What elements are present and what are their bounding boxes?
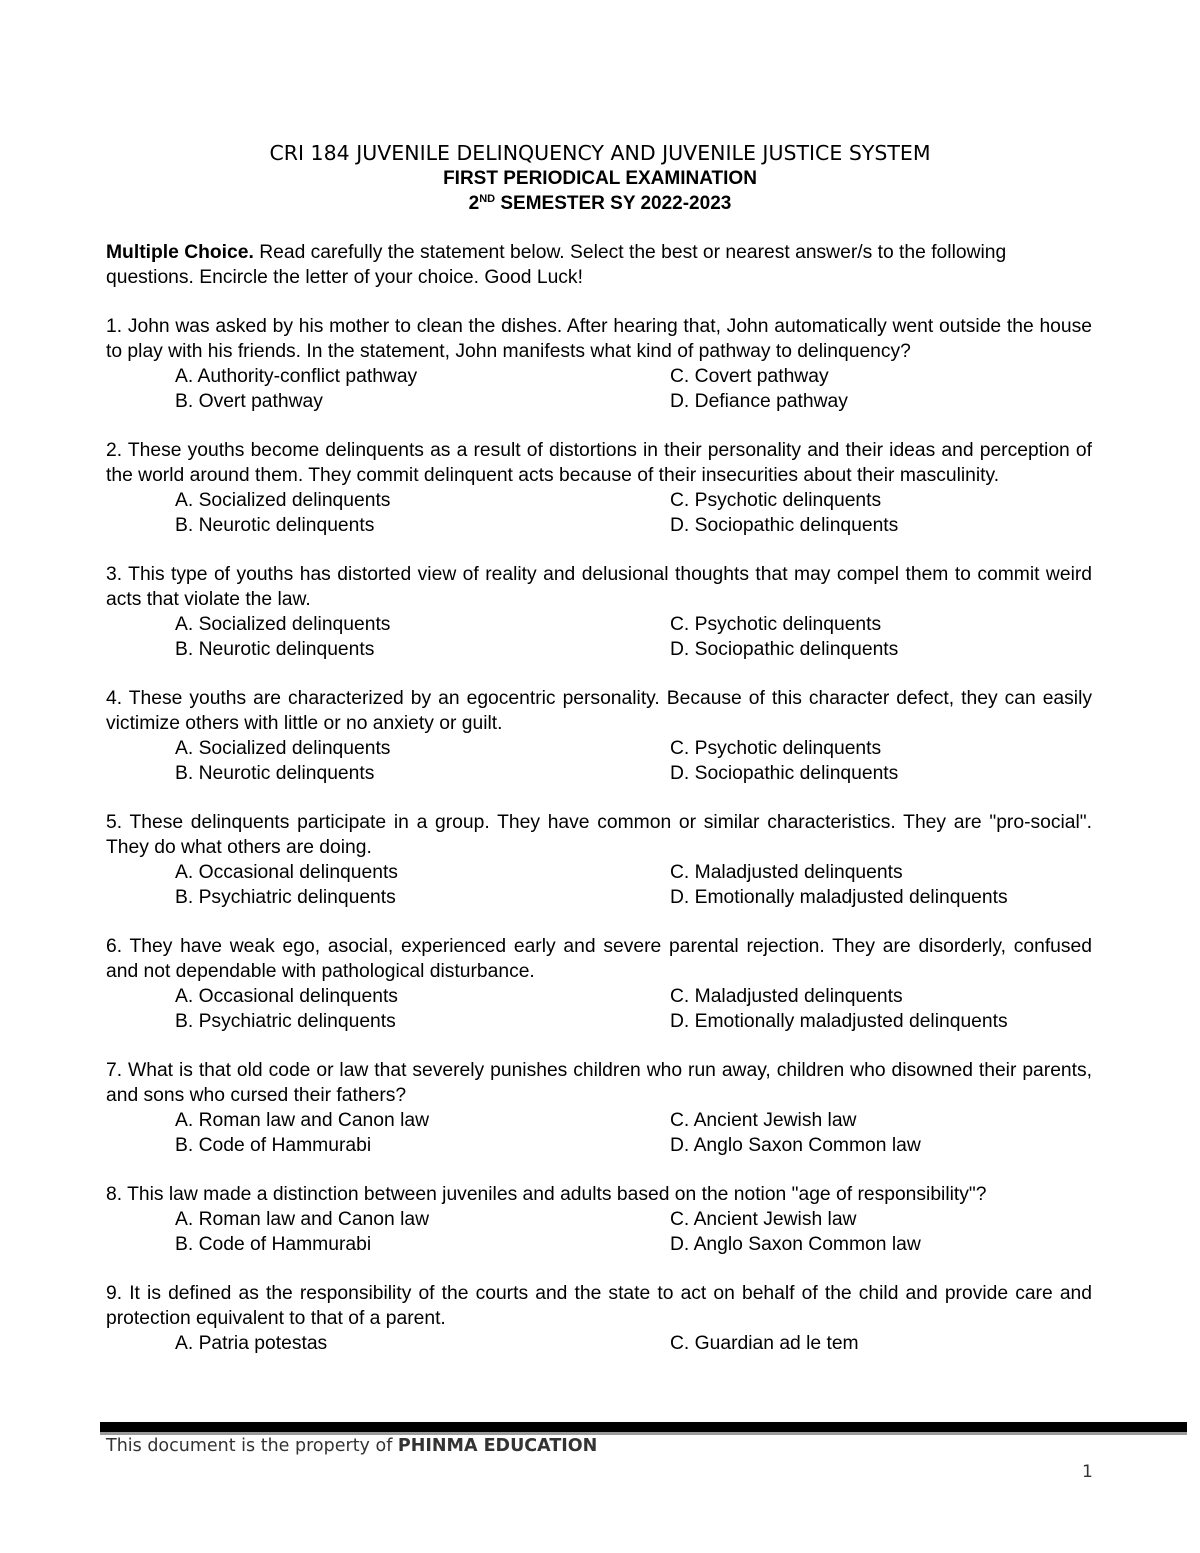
- instructions-label: Multiple Choice.: [106, 242, 254, 263]
- footer-owner: PHINMA EDUCATION: [397, 1436, 598, 1456]
- footer-prefix: This document is the property of: [106, 1436, 398, 1456]
- option: D. Anglo Saxon Common law: [670, 1233, 921, 1255]
- option: A. Authority-conflict pathway: [175, 365, 418, 387]
- question-stem: 2. These youths become delinquents as a result of distortions in their personality and their ideas and perception of the world around them. They commit delinquent acts because of their insecurities about their masculinity.: [106, 440, 1092, 487]
- option: B. Code of Hammurabi: [175, 1233, 372, 1255]
- question-stem: 9. It is defined as the responsibility of the courts and the state to act on behalf of the child and provide care and protection equivalent to that of a parent.: [106, 1283, 1092, 1330]
- exam-title: FIRST PERIODICAL EXAMINATION: [443, 168, 757, 189]
- option: B. Neurotic delinquents: [175, 514, 375, 536]
- question-6: [106, 935, 1092, 1034]
- question-options: [106, 861, 1092, 911]
- option: C. Maladjusted delinquents: [670, 861, 903, 883]
- question-options: [106, 613, 1092, 663]
- option: D. Sociopathic delinquents: [670, 638, 899, 660]
- question-stem: 7. What is that old code or law that severely punishes children who run away, children who disowned their parents, and sons who cursed their fathers?: [106, 1060, 1092, 1107]
- question-options: [106, 365, 1092, 415]
- option: A. Socialized delinquents: [175, 489, 391, 511]
- option: B. Psychiatric delinquents: [175, 1010, 396, 1032]
- option: D. Sociopathic delinquents: [670, 762, 899, 784]
- question-options: [106, 985, 1092, 1035]
- question-2: [106, 439, 1092, 538]
- option: C. Covert pathway: [670, 365, 829, 387]
- question-options: [106, 1208, 1092, 1258]
- question-stem: 8. This law made a distinction between juveniles and adults based on the notion "age of responsibility"?: [106, 1184, 987, 1206]
- semester-rest: SEMESTER SY 2022-2023: [495, 193, 732, 214]
- option: B. Psychiatric delinquents: [175, 886, 396, 908]
- question-stem: 1. John was asked by his mother to clean the dishes. After hearing that, John automatically went outside the house to play with his friends. In the statement, John manifests what kind of pathway to delinquency?: [106, 316, 1092, 363]
- question-stem: 6. They have weak ego, asocial, experienced early and severe parental rejection. They are disorderly, confused and not dependable with pathological disturbance.: [106, 936, 1092, 983]
- option: C. Ancient Jewish law: [670, 1109, 857, 1131]
- option: D. Sociopathic delinquents: [670, 514, 899, 536]
- semester-line: [0, 193, 1200, 215]
- option: A. Occasional delinquents: [175, 861, 398, 883]
- option: A. Occasional delinquents: [175, 985, 398, 1007]
- option: C. Psychotic delinquents: [670, 613, 882, 635]
- question-3: [106, 563, 1092, 662]
- question-options: [106, 737, 1092, 787]
- course-title: CRI 184 JUVENILE DELINQUENCY AND JUVENILE JUSTICE SYSTEM: [269, 141, 931, 165]
- option: A. Socialized delinquents: [175, 737, 391, 759]
- semester-superscript: ND: [479, 193, 496, 205]
- instructions-text: Read carefully the statement below. Select the best or nearest answer/s to the following questions. Encircle the letter of your choice. Good Luck!: [106, 242, 1007, 288]
- footer-notice: [106, 1436, 597, 1456]
- option: D. Emotionally maladjusted delinquents: [670, 886, 1008, 908]
- question-9: [106, 1282, 1092, 1356]
- option: B. Neurotic delinquents: [175, 762, 375, 784]
- page-number: 1: [1082, 1462, 1093, 1482]
- question-stem: 4. These youths are characterized by an egocentric personality. Because of this character defect, they can easily victimize others with little or no anxiety or guilt.: [106, 688, 1092, 735]
- option: A. Patria potestas: [175, 1333, 328, 1355]
- question-1: [106, 315, 1092, 414]
- option: D. Anglo Saxon Common law: [670, 1134, 921, 1156]
- question-8: [106, 1183, 1092, 1257]
- option: B. Neurotic delinquents: [175, 638, 375, 660]
- question-options: [106, 1332, 1092, 1357]
- option: D. Defiance pathway: [670, 390, 848, 412]
- semester-prefix: 2: [468, 193, 480, 214]
- instructions: [106, 241, 1092, 291]
- option: D. Emotionally maladjusted delinquents: [670, 1010, 1008, 1032]
- option: A. Roman law and Canon law: [175, 1209, 430, 1231]
- option: A. Socialized delinquents: [175, 613, 391, 635]
- question-stem: 5. These delinquents participate in a group. They have common or similar characteristics. They are "pro-social". They do what others are doing.: [106, 812, 1092, 859]
- footer-divider: [100, 1422, 1187, 1435]
- question-4: [106, 687, 1092, 786]
- question-5: [106, 811, 1092, 910]
- question-options: [106, 489, 1092, 539]
- option: C. Ancient Jewish law: [670, 1209, 857, 1231]
- question-stem: 3. This type of youths has distorted view of reality and delusional thoughts that may compel them to commit weird acts that violate the law.: [106, 564, 1092, 611]
- option: B. Code of Hammurabi: [175, 1134, 372, 1156]
- option: C. Maladjusted delinquents: [670, 985, 903, 1007]
- option: A. Roman law and Canon law: [175, 1109, 430, 1131]
- option: C. Psychotic delinquents: [670, 489, 882, 511]
- option: B. Overt pathway: [175, 390, 323, 412]
- exam-content: [106, 241, 1092, 1382]
- question-7: [106, 1059, 1092, 1158]
- question-options: [106, 1109, 1092, 1159]
- option: C. Guardian ad le tem: [670, 1333, 859, 1355]
- option: C. Psychotic delinquents: [670, 737, 882, 759]
